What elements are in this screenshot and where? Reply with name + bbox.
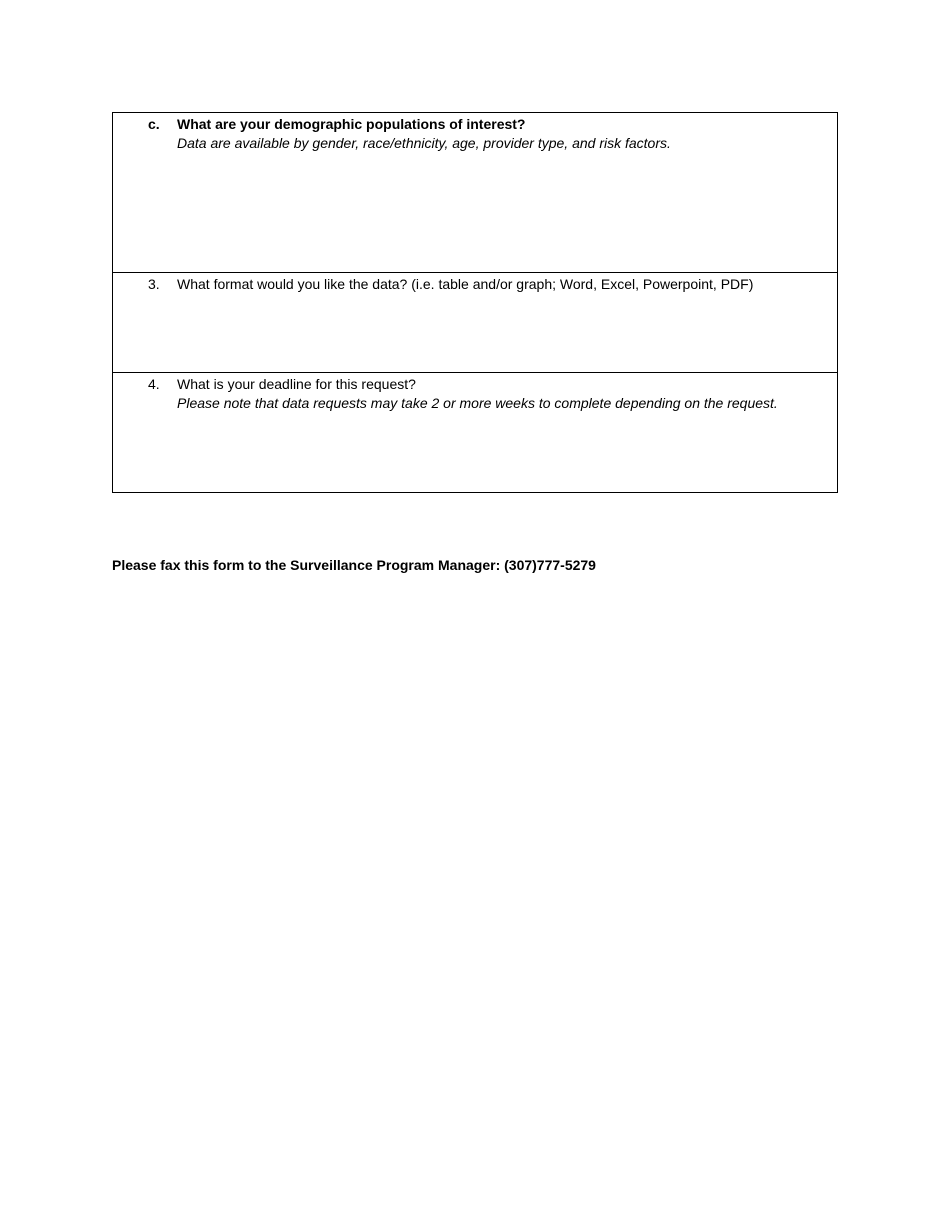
question-text: What are your demographic populations of interest?	[177, 116, 526, 132]
question-text: What is your deadline for this request?	[177, 376, 416, 392]
question-text: What format would you like the data? (i.e. table and/or graph; Word, Excel, Powerpoint, PDF)	[177, 276, 754, 292]
request-form-table	[112, 112, 838, 493]
question-content	[177, 115, 831, 153]
question-row-demographics[interactable]	[113, 113, 837, 273]
question-row-format[interactable]	[113, 273, 837, 373]
fax-instruction: Please fax this form to the Surveillance Program Manager: (307)777-5279	[112, 557, 596, 573]
question-row-deadline[interactable]	[113, 373, 837, 492]
question-content	[177, 275, 831, 293]
item-marker: 3.	[148, 276, 160, 292]
item-marker: c.	[148, 116, 160, 132]
item-marker: 4.	[148, 376, 160, 392]
question-note: Please note that data requests may take 2 or more weeks to complete depending on the request.	[177, 395, 778, 411]
question-note: Data are available by gender, race/ethnicity, age, provider type, and risk factors.	[177, 135, 671, 151]
question-content	[177, 375, 831, 413]
